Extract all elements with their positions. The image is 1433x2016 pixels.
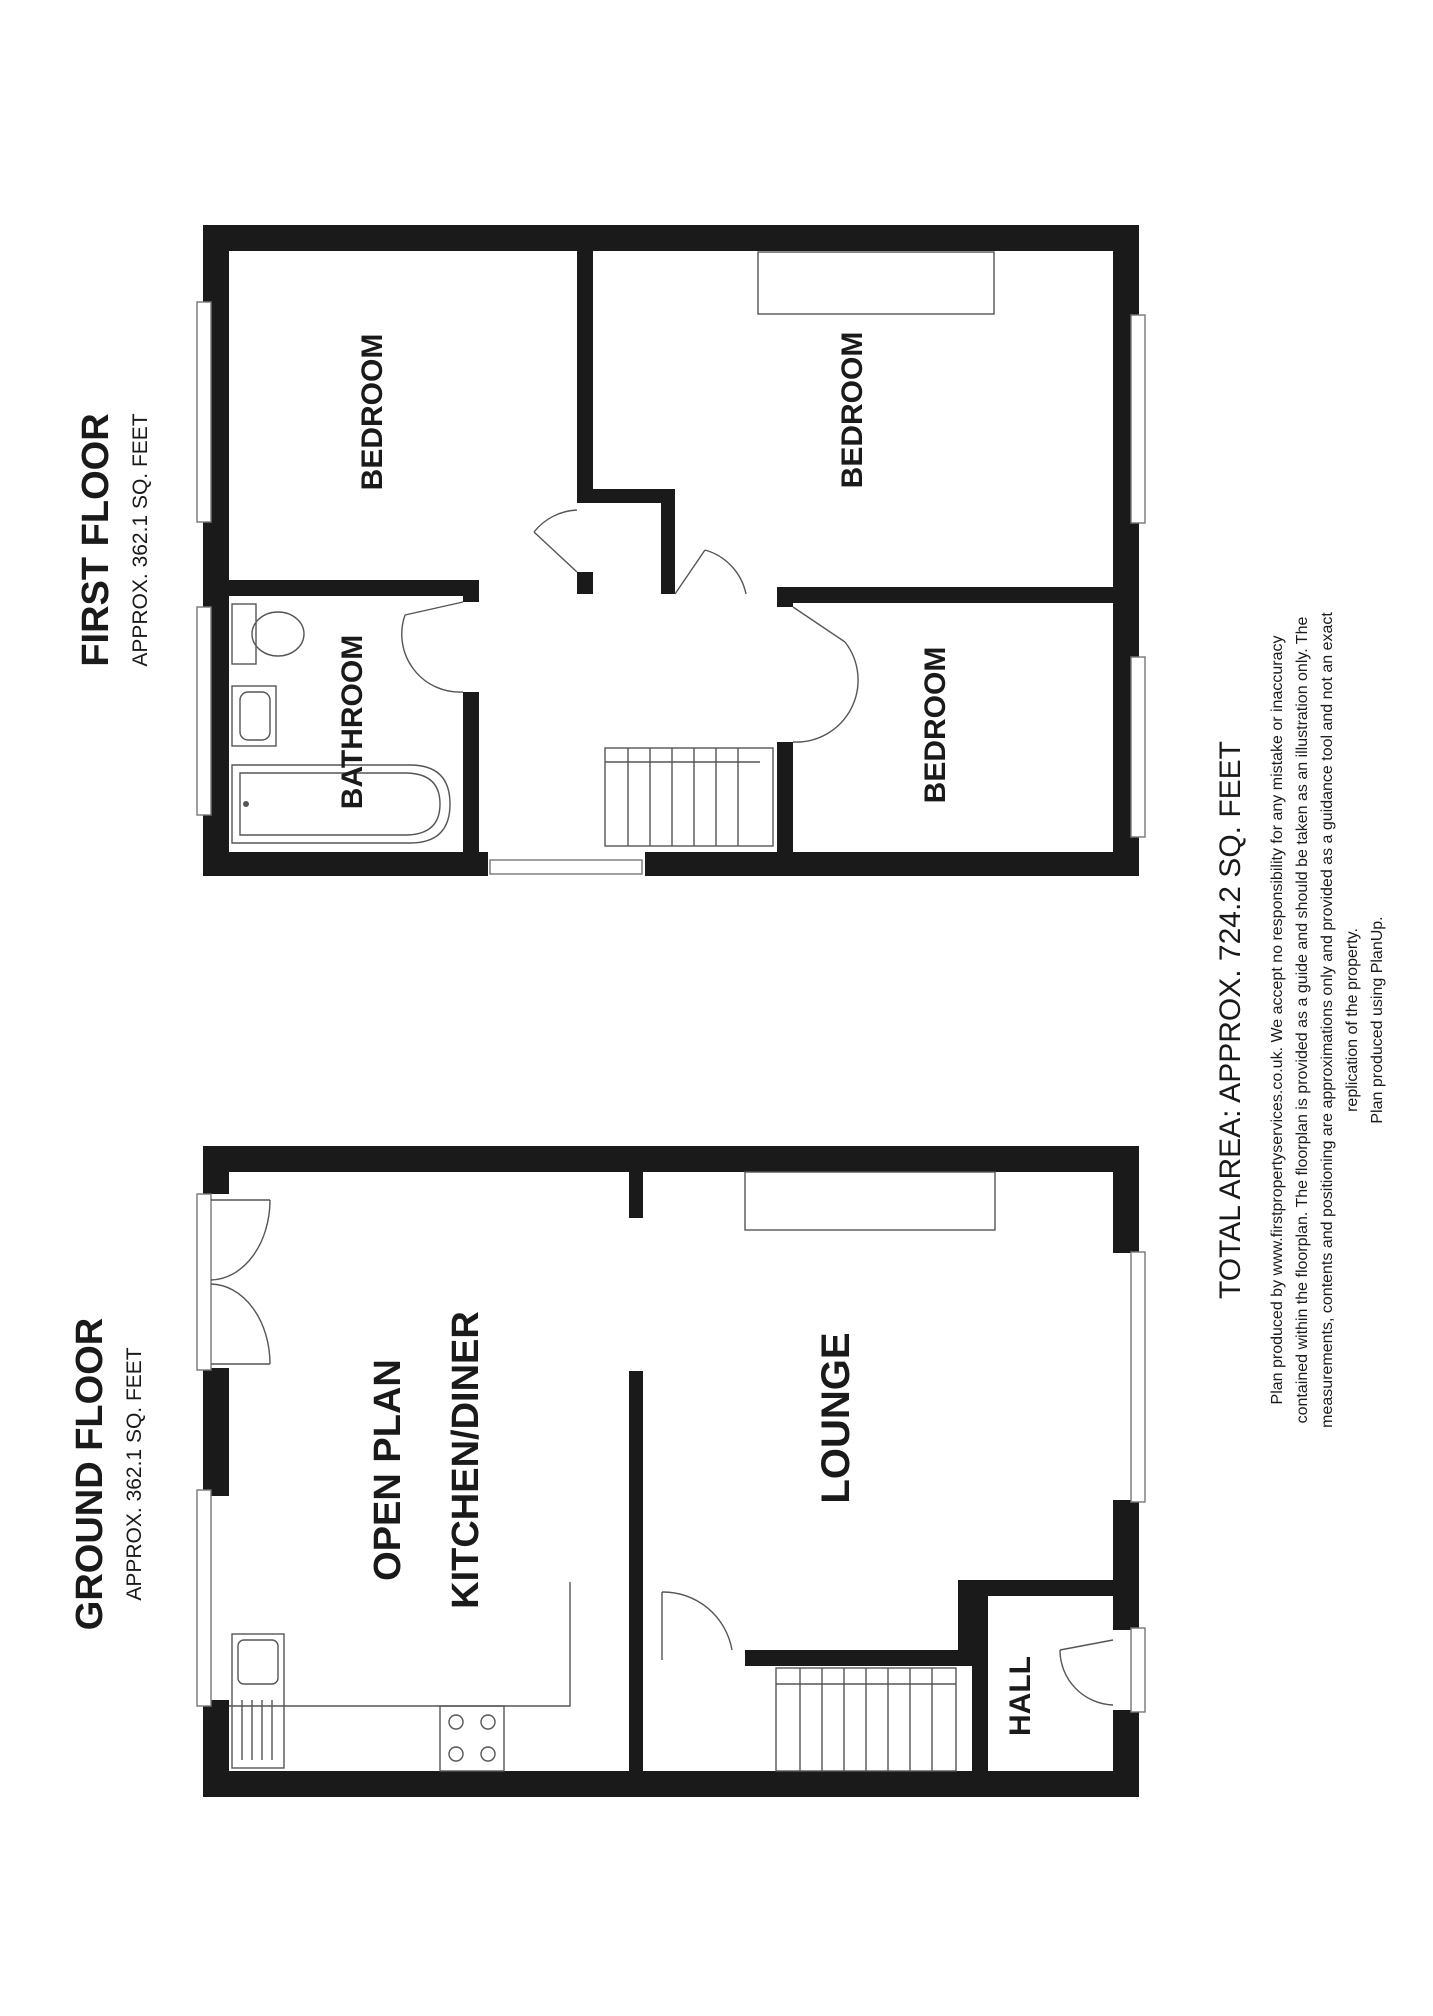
chimney-breast bbox=[745, 1172, 995, 1230]
disclaimer-line: replication of the property. bbox=[1344, 928, 1361, 1112]
room-label-lounge: LOUNGE bbox=[814, 1332, 858, 1504]
wardrobe bbox=[758, 252, 994, 314]
window bbox=[1131, 1252, 1145, 1502]
staircase bbox=[605, 748, 773, 846]
room-label-bedroom: BEDROOM bbox=[356, 333, 389, 491]
front-door bbox=[1060, 1640, 1113, 1705]
first-floor-title: FIRST FLOOR bbox=[75, 413, 117, 667]
total-area: TOTAL AREA: APPROX. 724.2 SQ. FEET bbox=[1214, 741, 1247, 1299]
door bbox=[662, 1592, 732, 1660]
ground-floor-area: APPROX. 362.1 SQ. FEET bbox=[123, 1347, 146, 1601]
disclaimer bbox=[1269, 612, 1386, 1428]
window bbox=[197, 302, 211, 522]
disclaimer-line: measurements, contents and positioning are approximations only and provided as a guidance tool and not an exact bbox=[1319, 612, 1336, 1428]
room-label-bathroom: BATHROOM bbox=[336, 634, 369, 810]
room-label-kitchen-diner: KITCHEN/DINER bbox=[445, 1311, 487, 1609]
door bbox=[402, 602, 463, 692]
disclaimer-line: contained within the floorplan. The floorplan is provided as a guide and should be taken as an illustration only. The bbox=[1294, 616, 1311, 1424]
toilet bbox=[232, 604, 304, 664]
disclaimer-line: Plan produced using PlanUp. bbox=[1369, 916, 1386, 1124]
disclaimer-line: Plan produced by www.firstpropertyservices.co.uk. We accept no responsibility for any mistake or inaccuracy bbox=[1269, 635, 1286, 1405]
door bbox=[675, 550, 746, 594]
window bbox=[490, 860, 642, 874]
kitchen-worktop bbox=[229, 1582, 570, 1771]
ground-floor-plan bbox=[197, 1146, 1145, 1797]
window bbox=[197, 1490, 211, 1706]
window bbox=[1131, 315, 1145, 523]
window bbox=[1131, 657, 1145, 837]
kitchen-sink bbox=[232, 1634, 284, 1768]
room-label-bedroom: BEDROOM bbox=[836, 331, 869, 489]
staircase bbox=[776, 1668, 956, 1771]
door bbox=[793, 607, 858, 742]
patio-doors bbox=[197, 1194, 270, 1370]
window bbox=[1131, 1628, 1145, 1712]
room-label-hall: HALL bbox=[1004, 1656, 1037, 1736]
room-label-open-plan: OPEN PLAN bbox=[367, 1359, 409, 1581]
wash-basin bbox=[232, 686, 276, 746]
first-floor-area: APPROX. 362.1 SQ. FEET bbox=[129, 413, 152, 667]
room-label-bedroom: BEDROOM bbox=[919, 646, 952, 804]
window bbox=[197, 607, 211, 815]
door bbox=[534, 510, 577, 572]
ground-floor-title: GROUND FLOOR bbox=[69, 1317, 111, 1631]
